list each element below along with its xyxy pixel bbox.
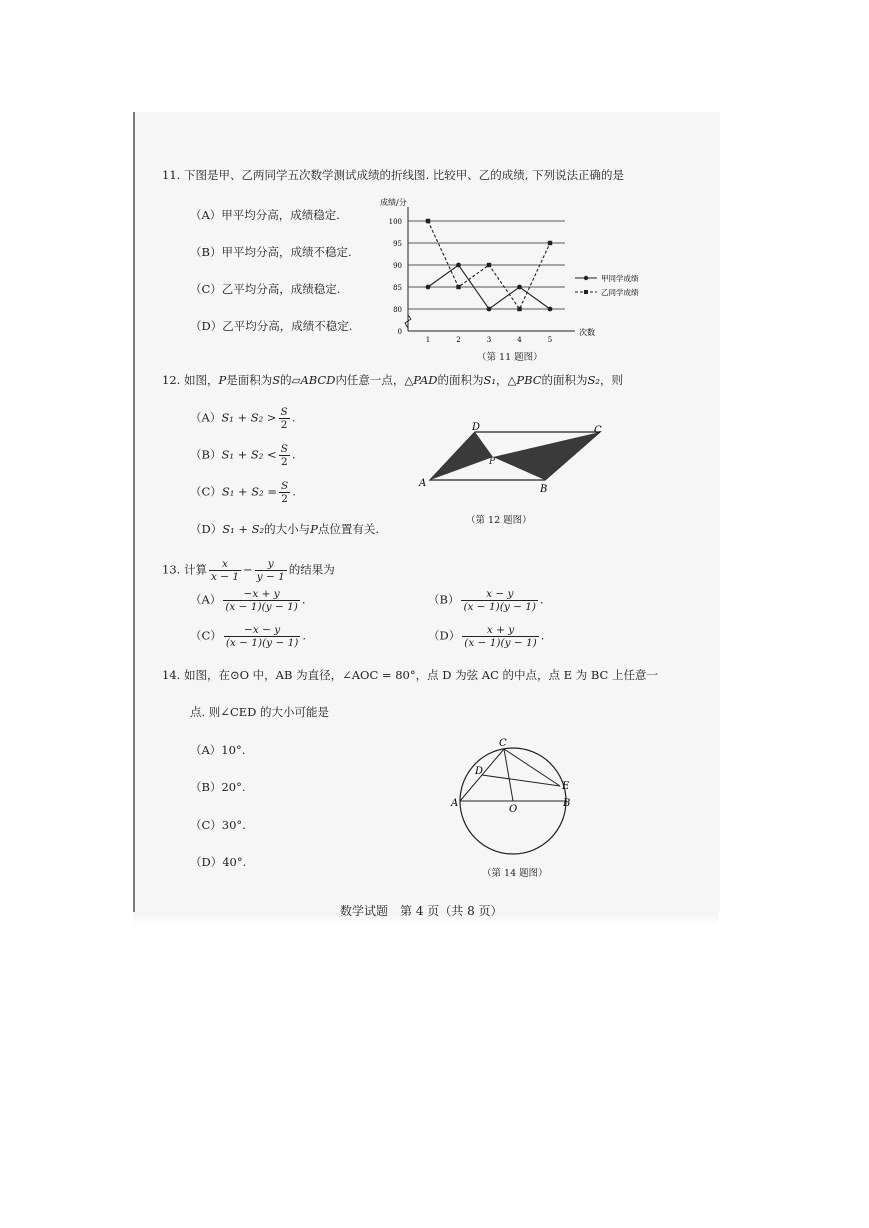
legend-label-1: 甲同学成绩 [601,274,639,283]
q11-option-a: （A）甲平均分高，成绩稳定. [190,208,340,222]
triangle-pad-shaded [430,432,493,480]
circle-figure [450,736,580,861]
point-series-2 [456,285,460,289]
q14-stem-line2: 点. 则∠CED 的大小可能是 [190,705,330,719]
x-tick-label: 5 [547,336,553,344]
point-series-1 [517,285,522,290]
q11-option-d: （D）乙平均分高，成绩不稳定. [190,319,353,333]
y-axis-label: 成绩/分 [380,198,407,207]
score-line-chart [370,196,640,346]
q14-option-d: （D）40°. [190,855,247,869]
label-e: E [562,781,570,792]
label-d: D [472,422,481,433]
y-tick-label: 90 [393,262,402,270]
y-tick-label: 100 [388,218,402,226]
label-b: B [540,484,548,495]
triangle-pbc-shaded [493,432,600,480]
y-tick-label: 85 [393,284,402,292]
x-tick-label: 2 [456,336,461,344]
label-b: B [563,798,571,809]
q14-option-b: （B）20°. [190,780,246,794]
q12-stem: 12. 如图，P是面积为S的▱ABCD内任意一点，△PAD的面积为S₁，△PBC的面积为S₂，则 [162,373,624,387]
q13-stem: 13. 计算 $\frac{x}{x - 1}$ − $\frac{y}{y - 1}$ 的结果为 [162,558,335,583]
q11-caption: （第 11 题图） [477,352,543,363]
label-c: C [594,425,602,436]
point-series-1 [548,307,553,312]
label-c: C [499,738,507,749]
page-footer: 数学试题 第 4 页（共 8 页） [340,904,503,918]
q14-stem-line1: 14. 如图，在⊙O 中，AB 为直径，∠AOC = 80°，点 D 为弦 AC 的中点，点 E 为 BC 上任意一 [162,668,658,682]
x-tick-label: 3 [486,336,492,344]
q11-option-c: （C）乙平均分高，成绩稳定. [190,282,341,296]
q13-option-c: （C） $\frac{-x - y}{(x - 1)(y - 1)}$ . [190,624,307,649]
y-tick-label: 80 [393,306,402,314]
q14-option-c: （C）30°. [190,818,246,832]
q14-option-a: （A）10°. [190,743,246,757]
q13-option-d: （D） $\frac{x + y}{(x - 1)(y - 1)}$ . [428,624,545,649]
legend-marker-1 [584,276,588,280]
point-series-1 [487,307,492,312]
point-series-2 [426,219,430,223]
x-tick-label: 4 [517,336,522,344]
legend-label-2: 乙同学成绩 [601,288,639,297]
point-series-2 [487,263,491,267]
label-d: D [475,766,484,777]
point-series-2 [548,241,552,245]
point-series-1 [426,285,431,290]
label-a: A [451,798,459,809]
segment-de [482,775,560,786]
q12-option-d: （D）S₁ + S₂的大小与P点位置有关. [190,522,380,536]
q12-option-a: （A）S₁ + S₂ > $\frac{S}{2}$ . [190,406,296,431]
label-o: O [509,804,518,815]
label-p: P [489,457,496,467]
q14-caption: （第 14 题图） [482,868,548,879]
legend-marker-2 [584,290,588,294]
q11-stem: 11. 下图是甲、乙两同学五次数学测试成绩的折线图. 比较甲、乙的成绩, 下列说法正确的是 [162,168,625,182]
q13-option-a: （A） $\frac{-x + y}{(x - 1)(y - 1)}$ . [190,588,306,613]
segment-ce [504,749,560,786]
x-tick-label: 1 [425,336,431,344]
q12-option-b: （B）S₁ + S₂ < $\frac{S}{2}$ . [190,443,296,468]
label-a: A [419,478,427,489]
q12-caption: （第 12 题图） [466,515,532,526]
x-axis-label: 次数 [579,328,595,337]
q13-option-b: （B） $\frac{x - y}{(x - 1)(y - 1)}$ . [428,588,544,613]
radius-oc [504,749,513,801]
q12-option-c: （C）S₁ + S₂ = $\frac{S}{2}$ . [190,480,296,505]
point-series-2 [517,307,521,311]
point-series-1 [456,263,461,268]
y-tick-label: 95 [393,240,402,248]
parallelogram-figure [415,420,615,500]
y-tick-label: 0 [397,328,402,336]
q11-option-b: （B）甲平均分高，成绩不稳定. [190,245,352,259]
